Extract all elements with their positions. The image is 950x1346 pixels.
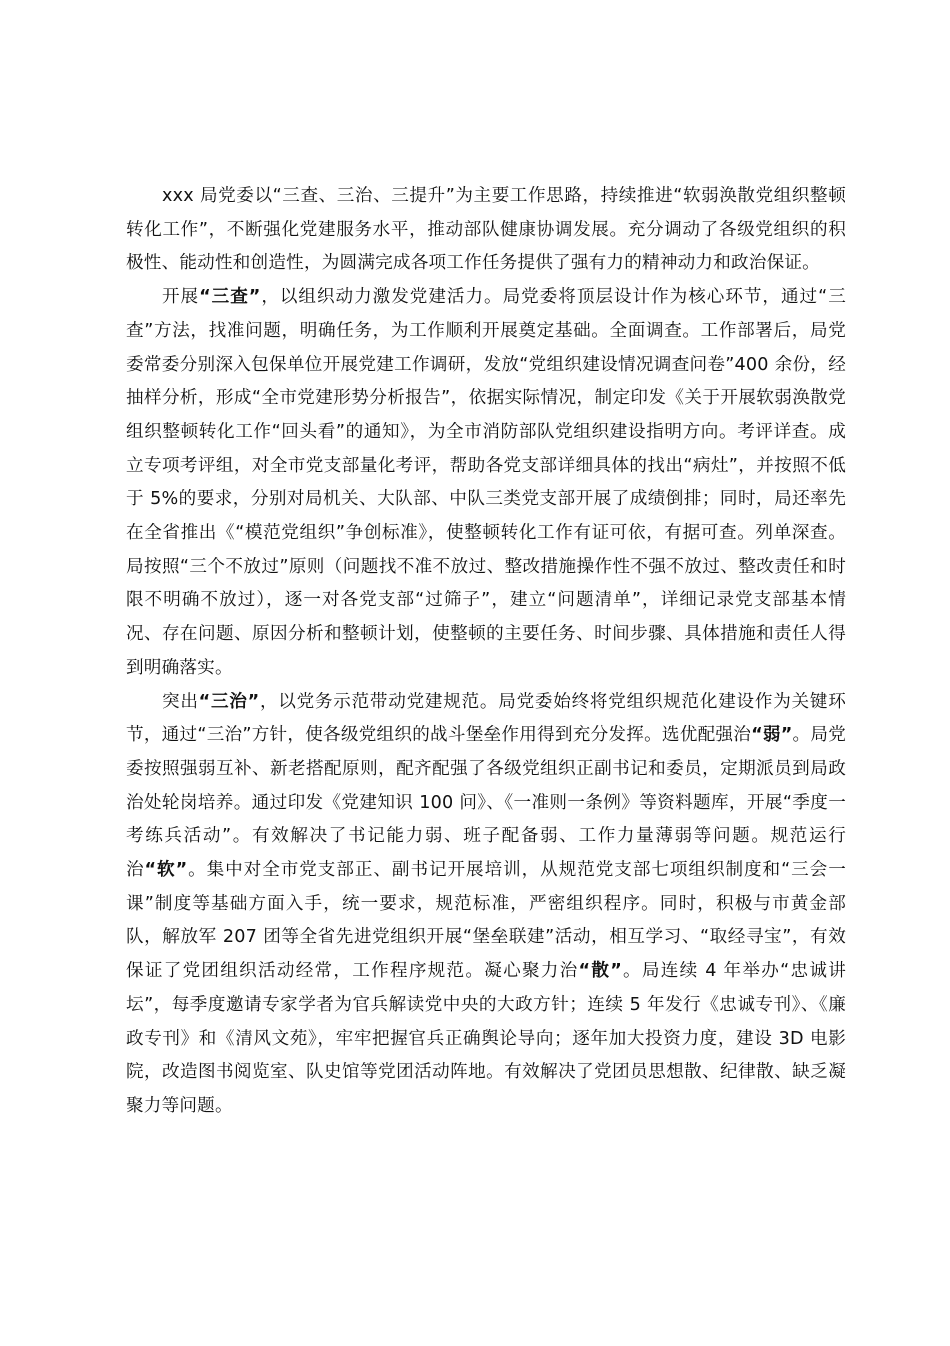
zhi-san-heading: “散” — [578, 961, 622, 982]
san-zhi-lead: 突出 — [162, 691, 199, 712]
san-zhi-body-1: ，以党务示范带动党建规范。局党委始终将党组织规范化建设作为关键环节，通过“三治”方针，使各级党组织的战斗堡垒作用得到充分发挥。选优配强治 — [126, 691, 846, 746]
zhi-ruan-heading: “软” — [144, 860, 188, 881]
san-zhi-heading: “三治” — [198, 691, 260, 712]
paragraph-san-cha — [126, 281, 846, 685]
paragraph-san-zhi — [126, 686, 846, 1124]
paragraph-intro — [126, 180, 846, 281]
document-body — [126, 180, 846, 1124]
san-cha-body: ，以组织动力激发党建活力。局党委将顶层设计作为核心环节，通过“三查”方法，找准问题，明确任务，为工作顺利开展奠定基础。全面调查。工作部署后，局党委常委分别深入包保单位开展党建工作调研，发放“党组织建设情况调查问卷”400 余份，经抽样分析，形成“全市党建形势分析报告”，依据实际情况，制定印发《关于开展软弱涣散党组织整顿转化工作“回头看”的通知》，为全市消防部队党组织建设指明方向。考评详查。成立专项考评组，对全市党支部量化考评，帮助各党支部详细具体的找出“病灶”，并按照不低于 5%的要求，分别对局机关、大队部、中队三类党支部开展了成绩倒排；同时，局还率先在全省推出《“模范党组织”争创标准》，使整顿转化工作有证可依，有据可查。列单深查。局按照“三个不放过”原则（问题找不准不放过、整改措施操作性不强不放过、整改责任和时限不明确不放过），逐一对各党支部“过筛子”，建立“问题清单”，详细记录党支部基本情况、存在问题、原因分析和整顿计划，使整顿的主要任务、时间步骤、具体措施和责任人得到明确落实。 — [126, 287, 846, 678]
san-zhi-body-2: 。局党委按照强弱互补、新老搭配原则，配齐配强了各级党组织正副书记和委员，定期派员到局政治处轮岗培养。通过印发《党建知识 100 问》、《一准则一条例》等资料题库，开展“季度一考练兵活动”。有效解决了书记能力弱、班子配备弱、工作力量薄弱等问题。规范运行治 — [126, 725, 846, 881]
san-zhi-body-4: 。局连续 4 年举办“忠诚讲坛”，每季度邀请专家学者为官兵解读党中央的大政方针；连续 5 年发行《忠诚专刊》、《廉政专刊》和《清风文苑》，牢牢把握官兵正确舆论导向；逐年加大投资力度，建设 3D 电影院，改造图书阅览室、队史馆等党团活动阵地。有效解决了党团员思想散、纪律散、缺乏凝聚力等问题。 — [126, 961, 846, 1116]
san-cha-heading: “三查” — [199, 287, 261, 308]
san-zhi-body-3: 。集中对全市党支部正、副书记开展培训，从规范党支部七项组织制度和“三会一课”制度等基础方面入手，统一要求，规范标准，严密组织程序。同时，积极与市黄金部队，解放军 207 团等全省先进党组织开展“堡垒联建”活动，相互学习、“取经寻宝”，有效保证了党团组织活动经常，工作程序规范。凝心聚力治 — [126, 860, 846, 982]
intro-text: xxx 局党委以“三查、三治、三提升”为主要工作思路，持续推进“软弱涣散党组织整顿转化工作”，不断强化党建服务水平，推动部队健康协调发展。充分调动了各级党组织的积极性、能动性和创造性，为圆满完成各项工作任务提供了强有力的精神动力和政治保证。 — [126, 186, 846, 274]
zhi-ruo-heading: “弱” — [751, 725, 793, 746]
san-cha-lead: 开展 — [162, 287, 200, 308]
